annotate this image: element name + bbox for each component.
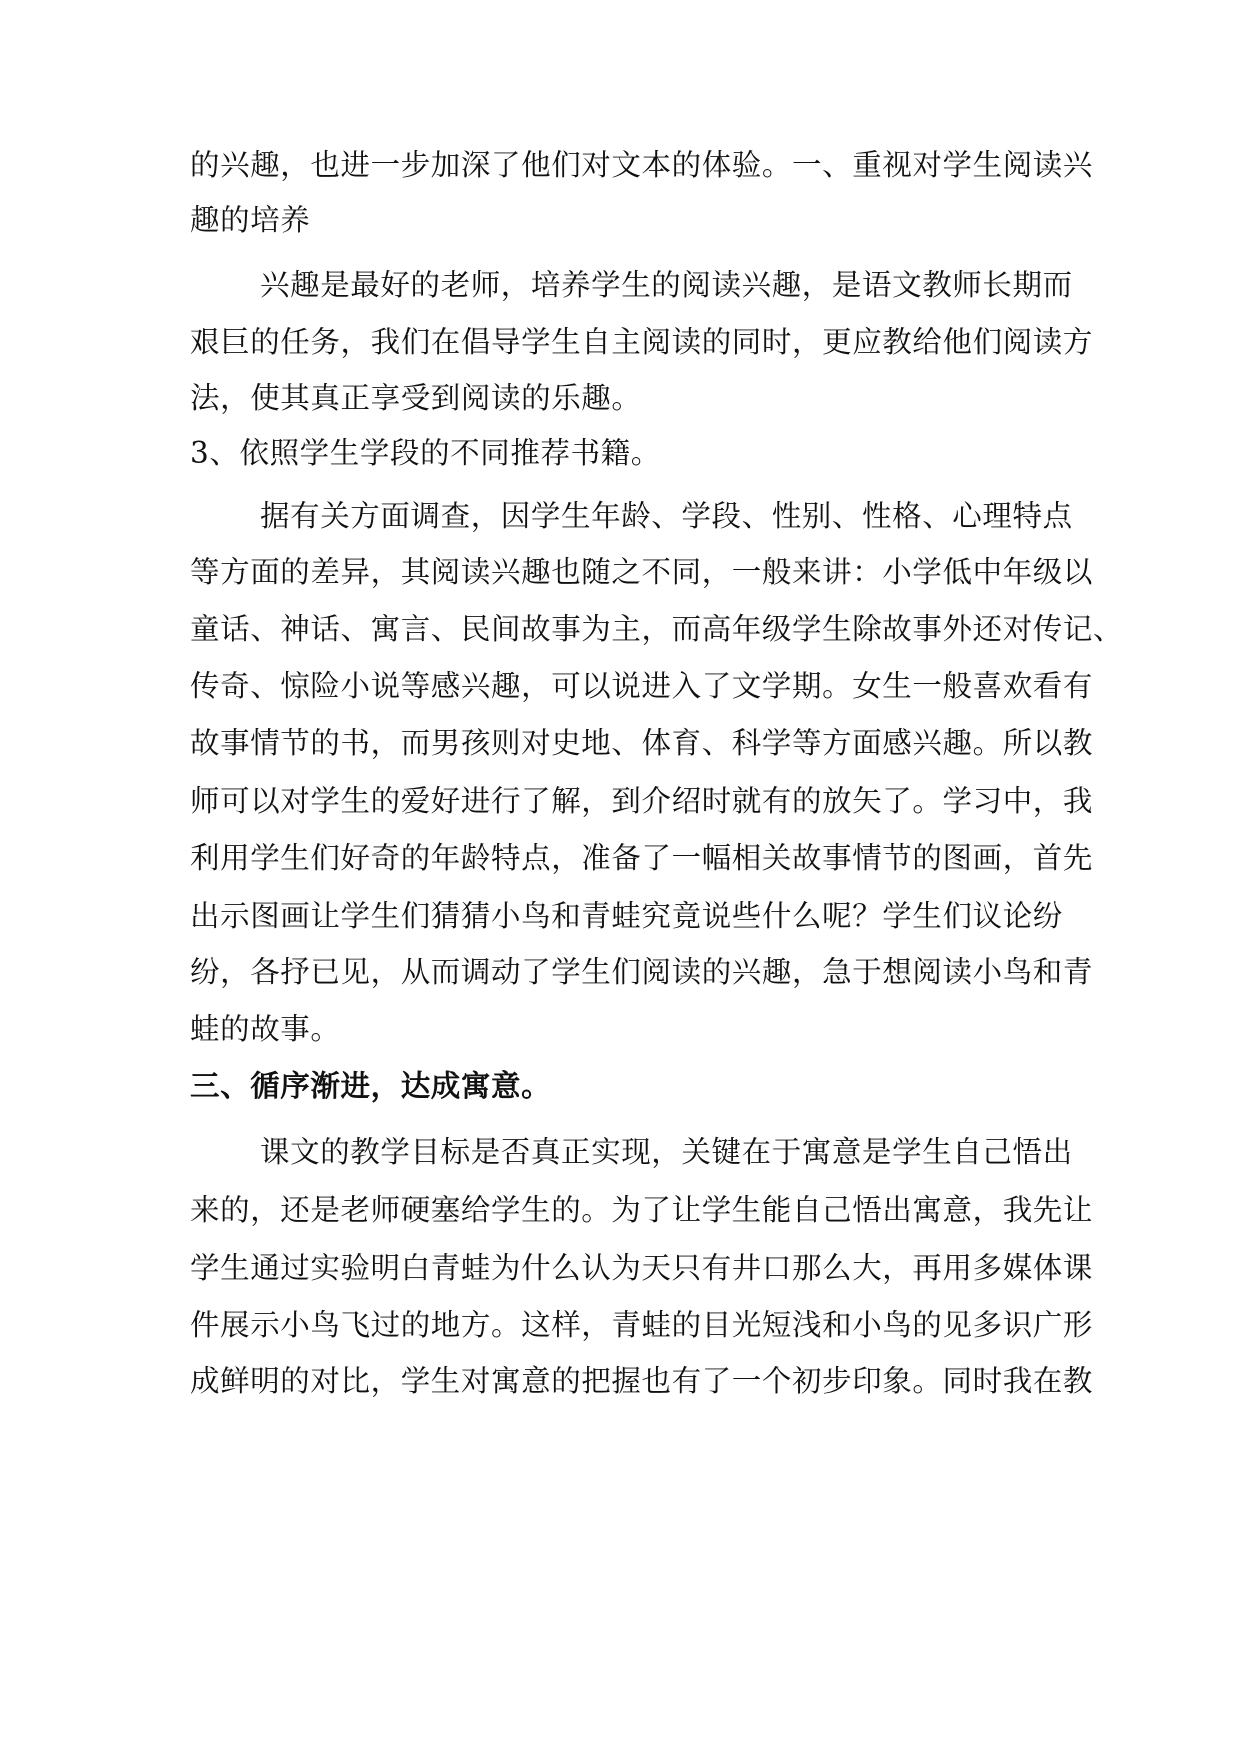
text-line: 师可以对学生的爱好进行了解，到介绍时就有的放矢了。学习中，我: [190, 784, 1094, 818]
paragraph-first-line: 兴趣是最好的老师，培养学生的阅读兴趣，是语文教师长期而: [260, 268, 1073, 302]
text-line: 来的，还是老师硬塞给学生的。为了让学生能自己悟出寓意，我先让: [190, 1193, 1094, 1227]
text-line: 出示图画让学生们猜猜小鸟和青蛙究竟说些什么呢？学生们议论纷: [190, 899, 1063, 933]
paragraph-first-line: 课文的教学目标是否真正实现，关键在于寓意是学生自己悟出: [260, 1135, 1073, 1169]
text-line: 童话、神话、寓言、民间故事为主，而高年级学生除故事外还对传记、: [190, 612, 1124, 646]
text-line: 的兴趣，也进一步加深了他们对文本的体验。一、重视对学生阅读兴: [190, 148, 1094, 182]
text-line: 故事情节的书，而男孩则对史地、体育、科学等方面感兴趣。所以教: [190, 726, 1094, 760]
text-line: 件展示小鸟飞过的地方。这样，青蛙的目光短浅和小鸟的见多识广形: [190, 1308, 1094, 1342]
section-heading: 三、循序渐进，达成寓意。: [190, 1068, 552, 1103]
paragraph-first-line: 据有关方面调查，因学生年龄、学段、性别、性格、心理特点: [260, 499, 1073, 533]
text-line: 等方面的差异，其阅读兴趣也随之不同，一般来讲：小学低中年级以: [190, 555, 1094, 589]
text-line: 蛙的故事。: [190, 1012, 341, 1046]
text-line: 学生通过实验明白青蛙为什么认为天只有井口那么大，再用多媒体课: [190, 1251, 1094, 1285]
section-subheading: 3、依照学生学段的不同推荐书籍。: [190, 436, 661, 470]
text-line: 成鲜明的对比，学生对寓意的把握也有了一个初步印象。同时我在教: [190, 1364, 1094, 1398]
text-line: 艰巨的任务，我们在倡导学生自主阅读的同时，更应教给他们阅读方: [190, 325, 1094, 359]
text-line: 利用学生们好奇的年龄特点，准备了一幅相关故事情节的图画，首先: [190, 841, 1094, 875]
text-line: 趣的培养: [190, 203, 311, 237]
text-line: 纷，各抒已见，从而调动了学生们阅读的兴趣，急于想阅读小鸟和青: [190, 955, 1094, 989]
text-line: 传奇、惊险小说等感兴趣，可以说进入了文学期。女生一般喜欢看有: [190, 669, 1094, 703]
text-line: 法，使其真正享受到阅读的乐趣。: [190, 381, 642, 415]
